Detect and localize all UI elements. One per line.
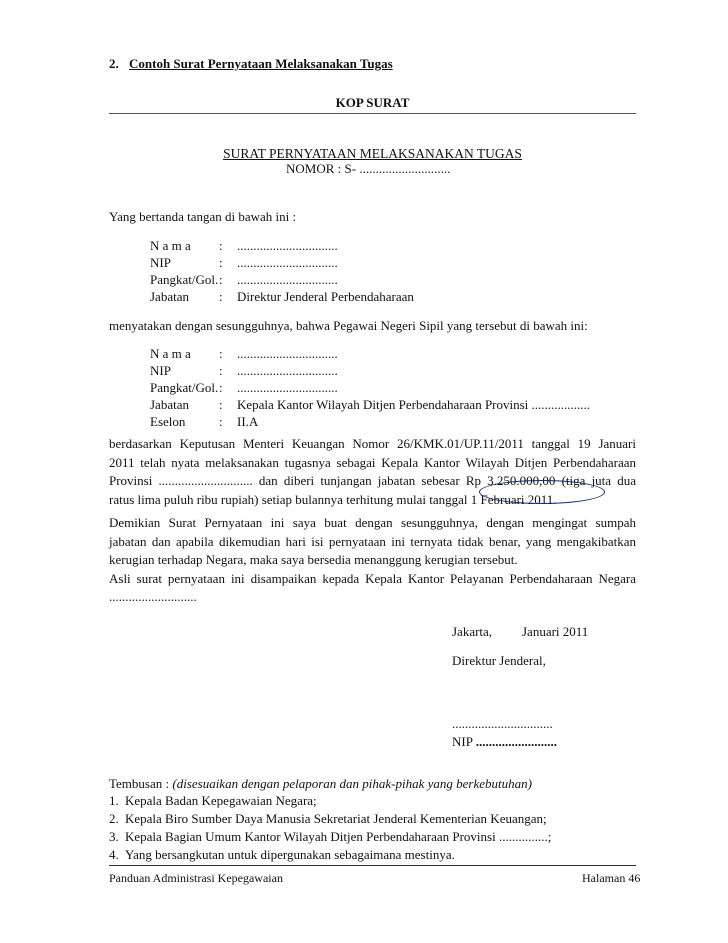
list-text: Kepala Biro Sumber Daya Manusia Sekretariat Jenderal Kementerian Keuangan;	[125, 811, 547, 826]
field-value: Direktur Jenderal Perbendaharaan	[237, 289, 414, 304]
signature-date: Januari 2011	[522, 624, 589, 639]
field-value: II.A	[237, 414, 259, 429]
field-value: Kepala Kantor Wilayah Ditjen Perbendaharaan Provinsi ..................	[237, 397, 591, 412]
field-colon: :	[219, 272, 223, 287]
list-number: 3.	[109, 829, 119, 844]
tembusan-heading	[109, 776, 532, 792]
list-number: 2.	[109, 811, 119, 826]
list-number: 4.	[109, 847, 119, 862]
tembusan-list	[109, 792, 551, 864]
field-label: NIP	[150, 255, 171, 270]
section-title: Contoh Surat Pernyataan Melaksanakan Tugas	[129, 56, 393, 71]
field-colon: :	[219, 363, 223, 378]
paragraph-line: ratus lima puluh ribu rupiah) setiap bulannya terhitung mulai tanggal 1 Februari 2011.	[109, 491, 557, 507]
field-colon: :	[219, 397, 223, 412]
page-number: Halaman 46	[582, 871, 641, 885]
list-item	[109, 810, 551, 828]
paragraph-line: kerugian terhadap Negara, maka saya bersedia menanggung kerugian tersebut.	[109, 552, 518, 567]
paragraph-line: berdasarkan Keputusan Menteri Keuangan Nomor 26/KMK.01/UP.11/2011 tanggal 19 Januari	[109, 436, 636, 451]
field-colon: :	[219, 255, 223, 270]
paragraph-line: Demikian Surat Pernyataan ini saya buat dengan sesungguhnya, dengan mengingat sumpah	[109, 515, 636, 530]
field-colon: :	[219, 238, 223, 253]
field-colon: :	[219, 380, 223, 395]
field-value: ...............................	[237, 255, 338, 270]
letter-number: NOMOR : S- ............................	[286, 161, 451, 176]
list-number: 1.	[109, 793, 119, 808]
paragraph-line: Asli surat pernyataan ini disampaikan kepada Kepala Kantor Pelayanan Perbendaharaan Negara	[109, 570, 636, 586]
list-text: Yang bersangkutan untuk dipergunakan sebagaimana mestinya.	[125, 847, 455, 862]
paragraph-line: 2011 telah nyata melaksanakan tugasnya sebagai Kepala Kantor Wilayah Ditjen Perbendaharaan	[109, 454, 636, 470]
nip-label: NIP	[452, 734, 473, 749]
paragraph-line: ...........................	[109, 589, 197, 604]
field-label: N a m a	[150, 346, 191, 361]
list-text: Kepala Bagian Umum Kantor Wilayah Ditjen Perbendaharaan Provinsi ...............;	[125, 829, 552, 844]
field-value: ...............................	[237, 363, 338, 378]
field-label: Pangkat/Gol.	[150, 380, 219, 395]
list-item	[109, 846, 551, 864]
footer-title: Panduan Administrasi Kepegawaian	[109, 871, 283, 885]
section-number: 2.	[109, 56, 119, 71]
tembusan-note: (disesuaikan dengan pelaporan dan pihak-pihak yang berkebutuhan)	[172, 776, 532, 791]
list-text: Kepala Badan Kepegawaian Negara;	[125, 793, 317, 808]
field-label: NIP	[150, 363, 171, 378]
signature-place: Jakarta,	[452, 624, 493, 639]
field-label: N a m a	[150, 238, 191, 253]
list-item	[109, 792, 551, 810]
kop-divider	[109, 113, 636, 114]
statement-text: menyatakan dengan sesungguhnya, bahwa Pegawai Negeri Sipil yang tersebut di bawah ini:	[109, 318, 588, 333]
intro-text: Yang bertanda tangan di bawah ini :	[109, 209, 297, 224]
field-colon: :	[219, 346, 223, 361]
field-label: Jabatan	[150, 397, 189, 412]
date-highlight-circle	[479, 480, 605, 504]
paragraph-line: Provinsi ............................. dan diberi tunjangan jabatan sebesar Rp 3.250.000,00 (tiga juta dua	[109, 473, 636, 488]
field-value: ...............................	[237, 346, 338, 361]
kop-surat: KOP SURAT	[335, 95, 410, 110]
letter-title: SURAT PERNYATAAN MELAKSANAKAN TUGAS	[223, 146, 522, 161]
field-value: ...............................	[237, 272, 338, 287]
field-colon: :	[219, 289, 223, 304]
field-label: Eselon	[150, 414, 186, 429]
field-label: Pangkat/Gol.	[150, 272, 219, 287]
field-value: ...............................	[237, 380, 338, 395]
closing-paragraph	[109, 514, 636, 607]
tembusan-label: Tembusan :	[109, 776, 170, 791]
nip-value: .........................	[475, 734, 557, 749]
field-label: Jabatan	[150, 289, 189, 304]
paragraph-line: jabatan dan apabila dikemudian hari isi pernyataan ini ternyata tidak benar, yang mengakibatkan	[109, 533, 636, 549]
footer-divider	[109, 865, 636, 866]
signature-position: Direktur Jenderal,	[452, 653, 546, 668]
field-value: ...............................	[237, 238, 338, 253]
list-item	[109, 828, 551, 846]
signature-nip	[452, 734, 557, 750]
signature-name: ...............................	[452, 716, 553, 731]
field-colon: :	[219, 414, 223, 429]
